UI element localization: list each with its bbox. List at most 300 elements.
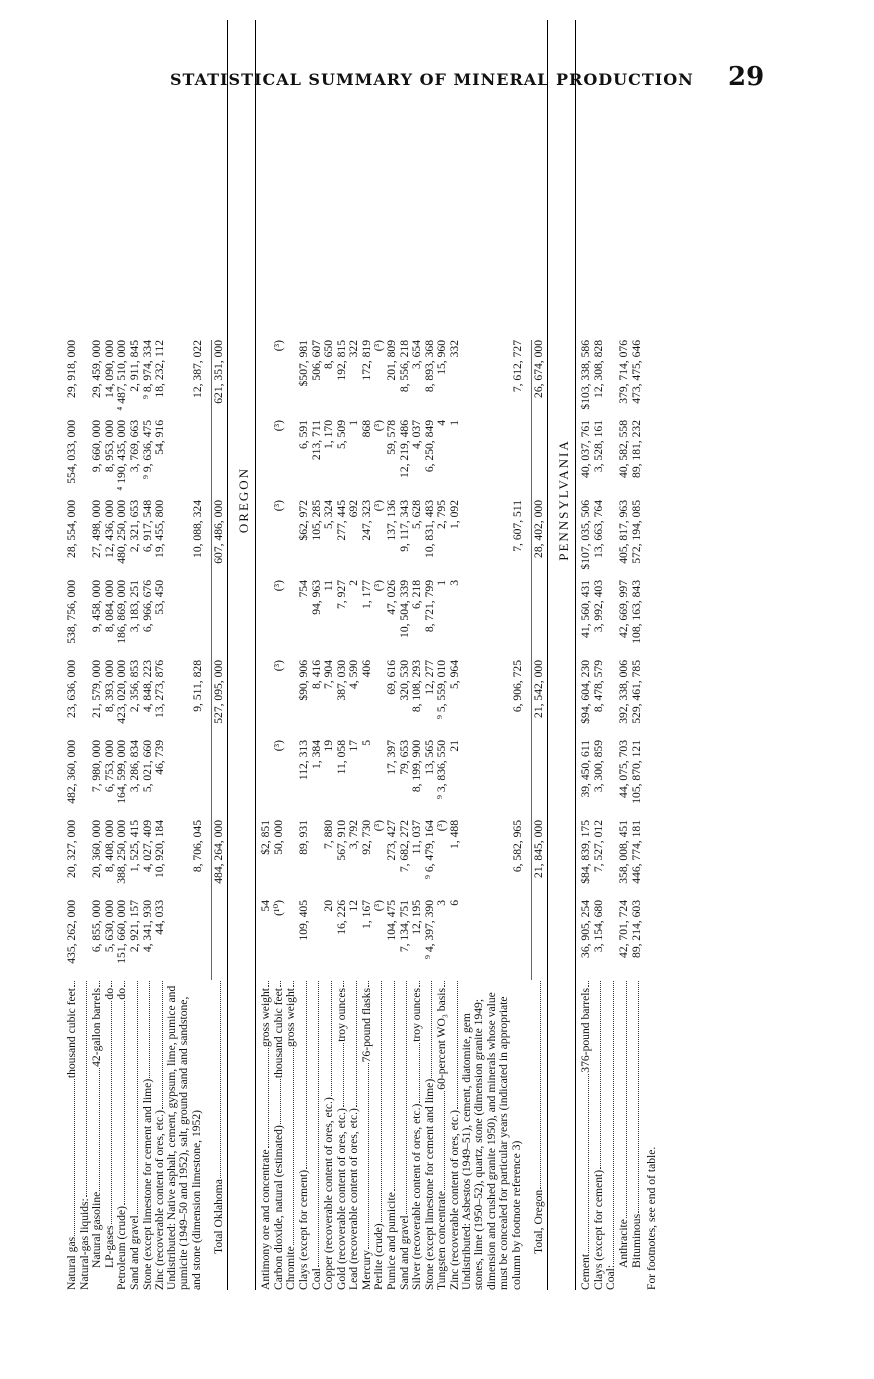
value-cell-2: 10, 920, 184 [153,820,167,878]
value-cell-1: 2, 921, 157 [127,900,141,953]
value-cell-7: (³) [271,420,285,432]
table-row [385,20,398,1290]
table-row [604,20,617,1290]
value-cell-3: ⁹ 3, 836, 550 [435,740,449,800]
value-cell-6: 10, 088, 324 [190,500,204,558]
value-cell-4: 527, 095, 000 [211,660,225,740]
row-label: Natural-gas liquids: [77,1198,91,1290]
value-cell-6: (³) [372,500,386,512]
value-cell-4: 69, 616 [385,660,399,695]
value-cell-5: 53, 450 [153,580,167,615]
value-cell-7: 6, 250, 849 [422,420,436,473]
row-label: Chromite [284,1246,298,1290]
value-cell-1: 12 [347,900,361,912]
value-cell-6: 10, 831, 483 [422,500,436,558]
value-cell-1: 89, 214, 603 [629,900,643,958]
value-cell-5: 754 [296,580,310,598]
value-cell-8: (³) [271,340,285,352]
value-cell-6: 607, 486, 000 [211,500,225,580]
value-cell-7: (³) [372,420,386,432]
row-label: Zinc (recoverable content of ores, etc.) [153,1110,167,1290]
value-cell-3: 13, 565 [422,740,436,775]
value-cell-1: 1, 167 [359,900,373,929]
value-cell-8: 8, 893, 368 [422,340,436,393]
value-cell-8: 7, 612, 727 [511,340,524,393]
value-cell-8: 3, 654 [410,340,424,369]
value-cell-5: 8, 721, 799 [422,580,436,633]
value-cell-6: 28, 402, 000 [531,500,545,580]
value-cell-2: $84, 839, 175 [579,820,593,884]
value-cell-2: 484, 264, 000 [211,820,225,900]
value-cell-6: 572, 194, 085 [629,500,643,564]
value-cell-2: $2, 851 [259,820,273,855]
table-row [410,20,423,1290]
table-row [435,20,448,1290]
row-label: Antimony ore and concentrate [259,1149,273,1290]
value-cell-8: 8, 556, 218 [397,340,411,393]
row-label-cell [399,980,411,1290]
row-unit: thousand cubic feet [65,988,78,1079]
value-cell-5 [192,580,204,660]
value-cell-4: 4, 590 [347,660,361,689]
value-cell-4: 12, 277 [422,660,436,695]
value-cell-4: 392, 338, 006 [616,660,630,724]
row-label: Coal [309,1268,323,1290]
value-cell-7: 1 [448,420,462,426]
value-cell-3: 39, 450, 611 [579,740,593,798]
value-cell-7: 5, 509 [334,420,348,449]
value-cell-2: 6, 582, 965 [511,820,524,873]
value-cell-6: $62, 972 [296,500,310,541]
oklahoma-undistributed-row [166,20,204,1290]
value-cell-4: 8, 416 [309,660,323,689]
table-row [335,20,348,1290]
value-cell-3: 164, 599, 000 [115,740,129,804]
value-cell-5: 11 [322,580,336,592]
table-row [128,20,141,1290]
row-unit: troy ounces [410,988,424,1042]
footnote-reference: For footnotes, see end of table. [645,1146,659,1290]
row-label: Gold (recoverable content of ores, etc.) [334,1108,348,1290]
oregon-undistributed-row [461,20,524,1290]
row-unit: do [102,988,116,1000]
value-cell-3: 5 [359,740,373,746]
row-label-cell [411,980,423,1290]
value-cell-1 [531,900,545,980]
value-cell-3: 482, 360, 000 [65,740,78,804]
value-cell-7: ⁹ 9, 636, 475 [140,420,154,480]
row-label: Stone (except limestone for cement and lime) [140,1078,154,1290]
table-row [297,20,310,1290]
value-cell-4: 529, 461, 785 [629,660,643,724]
row-label: Clays (except for cement) [296,1169,310,1290]
table-row [65,20,78,1290]
row-label: Total Oklahoma [211,1179,225,1254]
value-cell-2: 1, 488 [448,820,462,849]
value-cell-7: 554, 033, 000 [65,420,78,484]
value-cell-1: 20 [322,900,336,912]
value-cell-8: 2, 911, 845 [127,340,141,392]
table-row [592,20,605,1290]
value-cell-1 [192,900,204,980]
value-cell-7: 3, 769, 663 [127,420,141,473]
value-cell-3: 17 [347,740,361,752]
value-cell-4: 8, 478, 579 [591,660,605,713]
table-row [115,20,128,1290]
table-row [259,20,272,1290]
table-row [617,20,630,1290]
value-cell-5: 1 [435,580,449,586]
table-row [579,20,592,1290]
value-cell-2: 20, 360, 000 [90,820,104,878]
value-cell-1: (¹⁰) [271,900,285,916]
value-cell-4: 387, 030 [334,660,348,701]
value-cell-6: 7, 607, 511 [511,500,524,552]
value-cell-1: 104, 475 [385,900,399,941]
value-cell-4: 320, 530 [397,660,411,701]
value-cell-3: 3, 300, 859 [591,740,605,793]
value-cell-6: 405, 817, 963 [616,500,630,564]
row-label: Stone (except limestone for cement and lime) [422,1078,436,1290]
row-label: Clays (except for cement) [591,1169,605,1290]
table-row [310,20,323,1290]
row-label: Perlite (crude) [372,1223,386,1290]
row-unit: do [115,988,129,1000]
value-cell-6: (³) [271,500,285,512]
value-cell-6: 1, 092 [448,500,462,529]
value-cell-4: ⁹ 5, 559, 010 [435,660,449,720]
value-cell-2: 358, 008, 451 [616,820,630,884]
row-label: Lead (recoverable content of ores, etc.) [347,1108,361,1290]
row-label-cell [373,980,385,1290]
value-cell-8: 379, 714, 076 [616,340,630,404]
value-cell-3: (³) [271,740,285,752]
value-cell-5: 6, 966, 676 [140,580,154,633]
value-cell-2: 11, 037 [410,820,424,855]
value-cell-5: (³) [372,580,386,592]
value-cell-2: 7, 682, 272 [397,820,411,873]
value-cell-4: 5, 964 [448,660,462,689]
oregon-block [259,20,461,1290]
value-cell-6: 692 [347,500,361,518]
value-cell-7: 40, 037, 761 [579,420,593,478]
value-cell-8: 26, 674, 000 [531,340,545,420]
value-cell-3: 8, 199, 900 [410,740,424,793]
row-label-cell [79,980,91,1290]
value-cell-2: 7, 880 [322,820,336,849]
value-cell-5: 2 [347,580,361,586]
row-label-cell [285,980,297,1290]
value-cell-7 [512,420,524,500]
row-label-cell [129,980,141,1290]
value-cell-6: 6, 917, 548 [140,500,154,553]
value-cell-4: $94, 604, 230 [579,660,593,724]
value-cell-6: 137, 136 [385,500,399,541]
value-cell-7: 89, 181, 232 [629,420,643,478]
value-cell-6: 2, 795 [435,500,449,529]
row-label-cell [323,980,335,1290]
value-cell-1: 3, 154, 680 [591,900,605,953]
value-cell-2: 388, 250, 000 [115,820,129,884]
value-cell-7 [192,420,204,500]
row-label: Coal: [604,1264,618,1290]
value-cell-8: 201, 809 [385,340,399,381]
value-cell-2: (³) [435,820,449,832]
value-cell-2: 7, 527, 012 [591,820,605,873]
value-cell-5: 3, 992, 403 [591,580,605,633]
value-cell-3: 3, 286, 834 [127,740,141,793]
row-label-cell [116,980,128,1290]
mineral-production-table [65,20,659,1290]
value-cell-1: 7, 134, 751 [397,900,411,953]
value-cell-2: 4, 027, 409 [140,820,154,873]
value-cell-4: $90, 906 [296,660,310,701]
value-cell-3: 44, 075, 703 [616,740,630,798]
value-cell-5: 186, 869, 000 [115,580,129,644]
value-cell-8: 14, 090, 000 [102,340,116,398]
value-cell-3: 19 [322,740,336,752]
value-cell-2: 89, 931 [296,820,310,855]
row-label: Mercury [359,1250,373,1290]
value-cell-3 [211,740,225,820]
value-cell-1: 109, 405 [296,900,310,941]
row-label-cell [91,980,103,1290]
value-cell-8: ⁹ 8, 974, 334 [140,340,154,400]
value-cell-5: 47, 026 [385,580,399,615]
section-heading-pennsylvania: PENNSYLVANIA [555,439,571,561]
row-label: Undistributed: Asbestos (1949–51), cement, diatomite, gem stones, lime (1950–52), quartz, stone (dimension granite 1949; dimension and crushed granite 1950), and minerals whose value must be concealed for particular years (indicated in appropriate column by footnote reference 3) [459,992,523,1290]
value-cell-7: 12, 219, 486 [397,420,411,478]
value-cell-5: 3, 183, 251 [127,580,141,633]
row-label-cell [142,980,154,1290]
value-cell-4: 8, 393, 000 [102,660,116,713]
value-cell-8: 332 [448,340,462,358]
row-label-cell [631,980,643,1290]
row-label-cell [386,980,398,1290]
value-cell-7 [531,420,545,500]
value-cell-7: 54, 916 [153,420,167,455]
value-cell-5: 7, 927 [334,580,348,609]
row-label-cell [605,980,617,1290]
value-cell-4: 406 [359,660,373,678]
value-cell-7: 6, 591 [296,420,310,449]
row-label: Petroleum (crude) [115,1205,129,1290]
row-unit: troy ounces [334,988,348,1042]
value-cell-8: 8, 650 [322,340,336,369]
value-cell-4: 8, 108, 293 [410,660,424,713]
value-cell-6: 19, 455, 800 [153,500,167,558]
row-unit: gross weight [284,988,298,1047]
value-cell-4: 423, 020, 000 [115,660,129,724]
value-cell-5: (³) [271,580,285,592]
value-cell-5 [211,580,225,660]
value-cell-6: 247, 323 [359,500,373,541]
value-cell-5: 108, 163, 843 [629,580,643,644]
value-cell-7: 868 [359,420,373,438]
value-cell-6: 12, 436, 000 [102,500,116,558]
value-cell-3 [512,740,524,820]
value-cell-2: 273, 427 [385,820,399,861]
value-cell-6: 5, 324 [322,500,336,529]
row-label-cell [104,980,116,1290]
value-cell-8: $507, 981 [296,340,310,387]
row-label: Carbon dioxide, natural (estimated) [271,1125,285,1290]
value-cell-1: ⁹ 4, 397, 390 [422,900,436,960]
table-row [103,20,116,1290]
value-cell-1: 151, 660, 000 [115,900,129,964]
value-cell-1: 6, 855, 000 [90,900,104,953]
oklahoma-block [65,20,166,1290]
value-cell-5 [531,580,545,660]
value-cell-2: 20, 327, 000 [65,820,78,878]
row-label-cell [273,980,285,1290]
value-cell-8: 473, 475, 646 [629,340,643,404]
value-cell-8: ⁴ 487, 510, 000 [115,340,129,411]
value-cell-3: 46, 739 [153,740,167,775]
value-cell-8: 29, 918, 000 [65,340,78,398]
value-cell-5: 10, 504, 339 [397,580,411,638]
value-cell-1: 36, 905, 254 [579,900,593,958]
value-cell-6: 2, 321, 653 [127,500,141,553]
value-cell-4: (³) [271,660,285,672]
table-row [284,20,297,1290]
row-label: Copper (recoverable content of ores, etc.) [322,1097,336,1290]
value-cell-1: 4, 341, 930 [140,900,154,953]
table-row [423,20,436,1290]
value-cell-7: 1, 170 [322,420,336,449]
value-cell-4: 13, 273, 876 [153,660,167,718]
row-unit: 42-gallon barrels [90,988,104,1067]
value-cell-4: 9, 511, 828 [190,660,204,712]
row-label: Natural gas [65,1236,78,1290]
value-cell-8: 18, 232, 112 [153,340,167,398]
value-cell-5: 6, 218 [410,580,424,609]
value-cell-1: 12, 195 [410,900,424,935]
table-row [90,20,103,1290]
row-label-cell [348,980,360,1290]
value-cell-1: 5, 630, 000 [102,900,116,953]
value-cell-6: 9, 117, 343 [397,500,411,552]
value-cell-5 [512,580,524,660]
row-label: Anthracite [616,1219,630,1268]
value-cell-1 [211,900,225,980]
row-label: Pumice and pumicite [385,1192,399,1290]
row-label: Sand and gravel [127,1215,141,1290]
value-cell-1: 435, 262, 000 [65,900,78,964]
value-cell-7: 3, 528, 161 [591,420,605,473]
value-cell-3: 7, 980, 000 [90,740,104,793]
table-row [347,20,360,1290]
table-row [630,20,643,1290]
value-cell-2: 50, 000 [271,820,285,855]
value-cell-3: 79, 653 [397,740,411,775]
value-cell-8: $103, 338, 586 [579,340,593,410]
value-cell-5: 9, 458, 000 [90,580,104,633]
row-label-cell [424,980,436,1290]
row-label-cell [593,980,605,1290]
value-cell-4: 23, 636, 000 [65,660,78,718]
value-cell-6: 27, 498, 000 [90,500,104,558]
value-cell-3: 11, 058 [334,740,348,775]
value-cell-6: 105, 285 [309,500,323,541]
value-cell-1: 54 [259,900,273,912]
value-cell-2: 92, 730 [359,820,373,855]
value-cell-1: 6 [448,900,462,906]
value-cell-7: 213, 711 [309,420,323,461]
table-row [398,20,411,1290]
row-label-cell [618,980,630,1290]
value-cell-7 [211,420,225,500]
row-unit: 376-pound barrels [579,988,593,1073]
value-cell-5: 1, 177 [359,580,373,609]
value-cell-2: (³) [372,820,386,832]
value-cell-6: 5, 628 [410,500,424,529]
row-label-cell [336,980,348,1290]
value-cell-8: 29, 459, 000 [90,340,104,398]
row-label: Total, Oregon [531,1189,545,1254]
row-label: Undistributed: Native asphalt, cement, gypsum, lime, pumice and pumicite (1949–50 and 1952), salt, ground sand and sandstone, and stone (dimension limestone, 1952) [164,985,203,1290]
value-cell-1: 16, 226 [334,900,348,935]
row-label: Zinc (recoverable content of ores, etc.) [448,1110,462,1290]
row-label: Silver (recoverable content of ores, etc.) [410,1103,424,1290]
value-cell-3: 17, 397 [385,740,399,775]
table-row [322,20,335,1290]
value-cell-7: 4 [435,420,449,426]
value-cell-3: 21 [448,740,462,752]
value-cell-3: 6, 753, 000 [102,740,116,793]
row-label-cell [311,980,323,1290]
value-cell-8: 506, 607 [309,340,323,381]
value-cell-4: 7, 904 [322,660,336,689]
value-cell-7: ⁴ 190, 435, 000 [115,420,129,491]
value-cell-7: 40, 582, 558 [616,420,630,478]
value-cell-3: 105, 870, 121 [629,740,643,804]
running-head: STATISTICAL SUMMARY OF MINERAL PRODUCTION [170,70,694,89]
value-cell-7: 59, 578 [385,420,399,455]
row-label: Cement [579,1253,593,1290]
value-cell-2: 446, 774, 181 [629,820,643,884]
value-cell-5: 3 [448,580,462,586]
section-heading-oregon: OREGON [235,466,251,534]
table-row [272,20,285,1290]
row-unit: 76-pound flasks [359,988,373,1063]
row-label: LP-gases [102,1225,116,1268]
value-cell-2: ⁹ 6, 479, 164 [422,820,436,880]
value-cell-8: 322 [347,340,361,358]
value-cell-7: 1 [347,420,361,426]
value-cell-3 [192,740,204,820]
value-cell-5: 94, 963 [309,580,323,615]
row-unit: 60-percent WO₃ basis [435,988,449,1090]
value-cell-2: 21, 845, 000 [531,820,545,900]
table-row [141,20,154,1290]
value-cell-6: 28, 554, 000 [65,500,78,558]
value-cell-3: 5, 021, 660 [140,740,154,793]
row-label-cell [66,980,78,1290]
value-cell-7: 9, 660, 000 [90,420,104,473]
value-cell-1 [512,900,524,980]
table-row [78,20,91,1290]
value-cell-4: 4, 848, 223 [140,660,154,713]
value-cell-8: 12, 387, 022 [190,340,204,398]
value-cell-2: 3, 792 [347,820,361,849]
row-label-cell [361,980,373,1290]
oregon-total-row [532,20,545,1290]
value-cell-2: 8, 408, 000 [102,820,116,873]
value-cell-3: 112, 313 [296,740,310,781]
row-label: Natural gasoline [90,1191,104,1268]
row-label-cell [260,980,272,1290]
